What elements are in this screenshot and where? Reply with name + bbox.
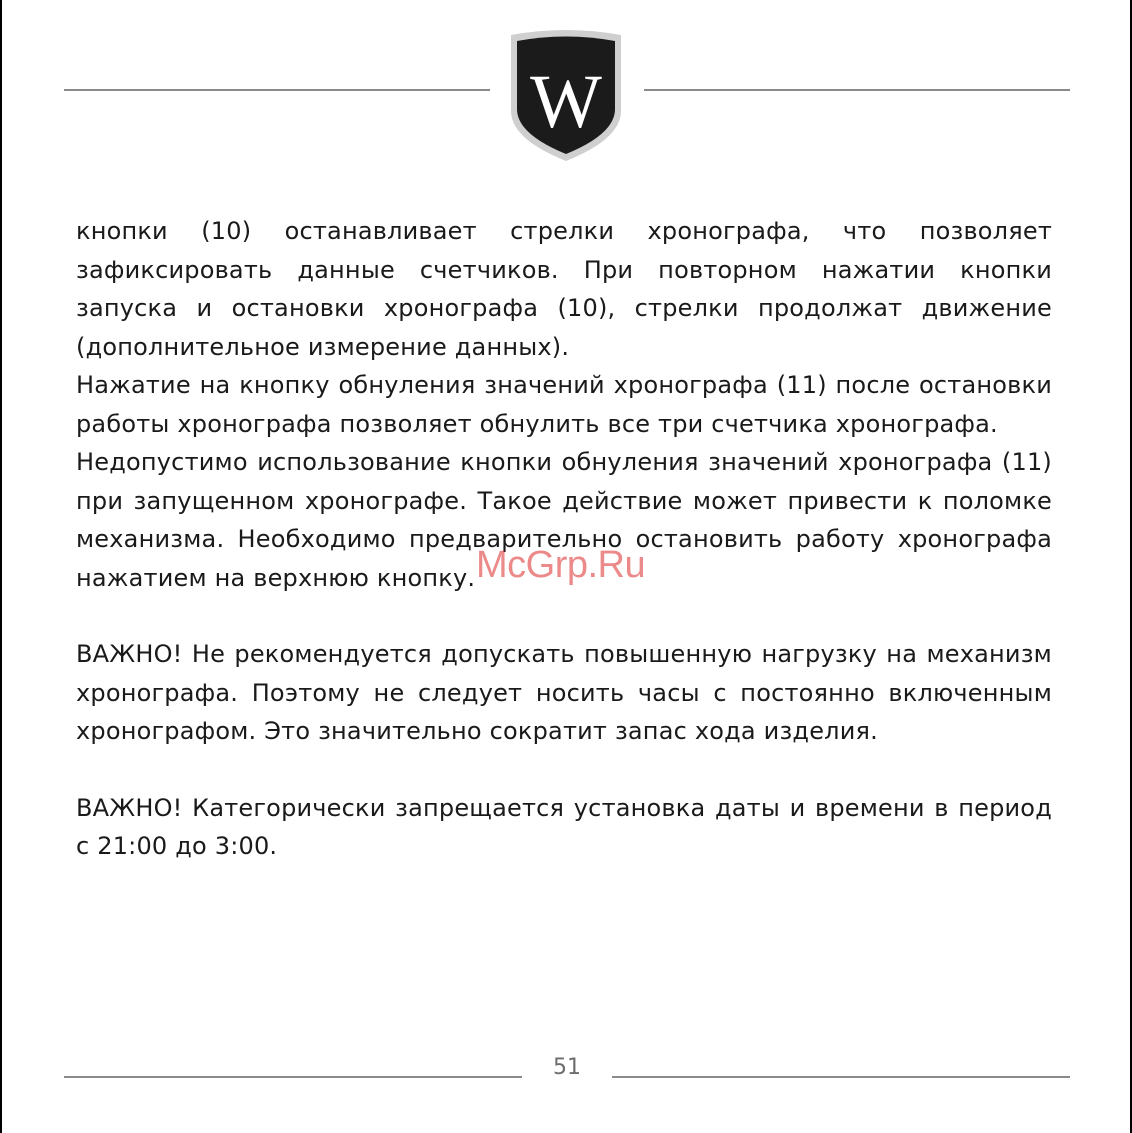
header-divider-right (644, 89, 1070, 91)
paragraph-stop-chronograph: кнопки (10) останавливает стрелки хронографа, что позволяет зафиксировать данные счетчиков. При повторном нажатии кнопки запуска и остановки хронографа (10), стрелки продолжат движение (дополнительное измерение данных). (76, 217, 1052, 361)
paragraph-important-load: ВАЖНО! Не рекомендуется допускать повышенную нагрузку на механизм хронографа. Поэтому не следует носить часы с постоянно включенным хронографом. Это значительно сократит запас хода изделия. (76, 640, 1052, 745)
paragraph-reset-warning: Недопустимо использование кнопки обнуления значений хронографа (11) при запущенном хронографе. Такое действие может привести к поломке механизма. Необходимо предварительно остановить работу хронографа нажатием на верхнюю кнопку. (76, 448, 1052, 592)
footer-divider-left (64, 1076, 522, 1078)
page-border-left (0, 0, 2, 1133)
brand-shield-logo (507, 27, 625, 163)
instruction-text (76, 212, 1052, 866)
paragraph-reset-counters: Нажатие на кнопку обнуления значений хронографа (11) после остановки работы хронографа позволяет обнулить все три счетчика хронографа. (76, 371, 1052, 438)
header-divider-left (64, 89, 490, 91)
paragraph-important-date-time: ВАЖНО! Категорически запрещается установка даты и времени в период с 21:00 до 3:00. (76, 793, 1052, 860)
footer-divider-right (612, 1076, 1070, 1078)
logo-letter: W (530, 60, 602, 144)
watermark: McGrp.Ru (476, 544, 646, 586)
page-number: 51 (553, 1055, 581, 1080)
